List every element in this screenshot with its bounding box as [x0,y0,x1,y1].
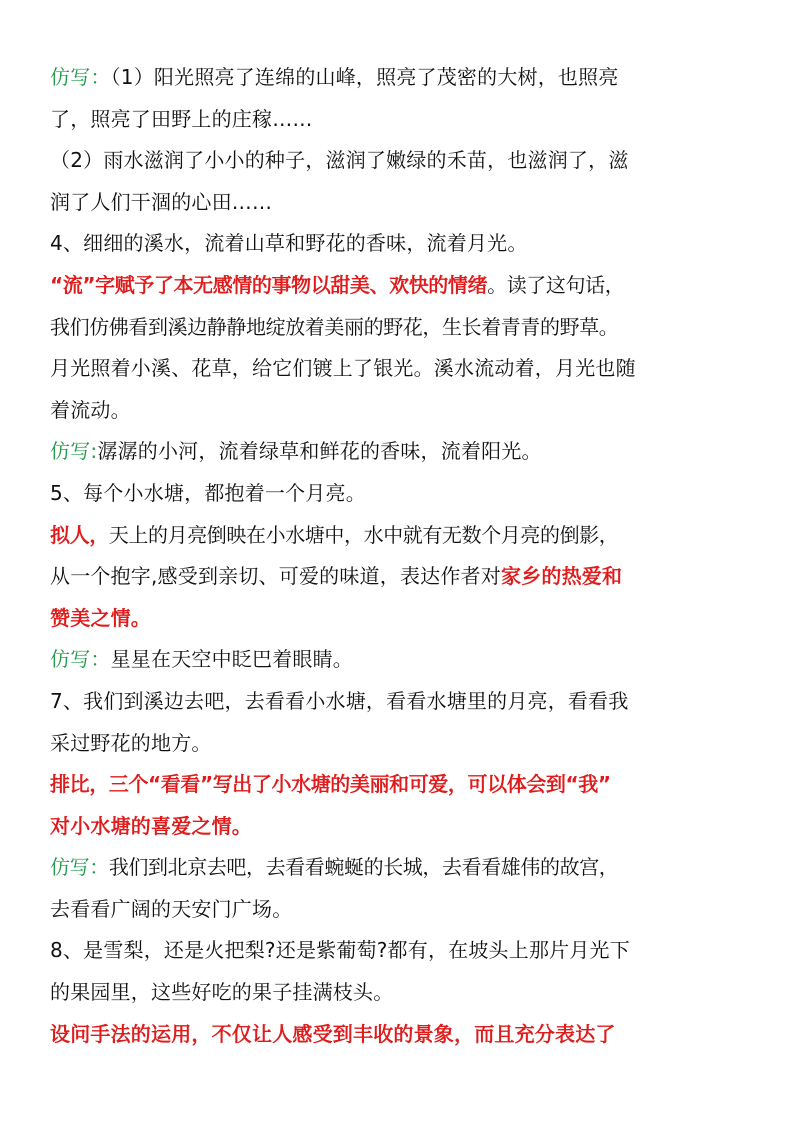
analysis-highlight: 设问手法的运用，不仅让人感受到丰收的景象，而且充分表达了 [50,1021,616,1046]
text-line [50,598,750,640]
text-line [50,515,750,557]
imitation-label: 仿写： [50,65,111,89]
text-line [50,223,750,265]
text-segment: （2）雨水滋润了小小的种子，滋润了嫩绿的禾苗，也滋润了，滋 [50,148,629,173]
text-line [50,556,750,598]
text-segment: （1）阳光照亮了连绵的山峰，照亮了茂密的大树，也照亮 [110,65,619,89]
text-segment: 潺潺的小河，流着绿草和鲜花的香味，流着阳光。 [97,439,542,464]
text-line [50,806,750,848]
text-segment: 着流动。 [50,397,131,422]
text-segment: 了，照亮了田野上的庄稼…… [50,106,313,131]
text-segment: 去看看广阔的天安门广场。 [50,896,293,921]
text-line [50,930,750,972]
text-line [50,390,750,432]
text-line [50,431,750,473]
text-segment: 我们到北京去吧，去看看蜿蜒的长城，去看看雄伟的故宫， [108,855,619,880]
text-line [50,723,750,765]
text-segment: 的果园里，这些好吃的果子挂满枝头。 [50,980,394,1005]
text-segment: 7、我们到溪边去吧，去看看小水塘，看看水塘里的月亮，看看我 [50,688,629,713]
text-line [50,681,750,723]
text-segment: 星星在天空中眨巴着眼睛。 [110,647,354,672]
text-segment: 从一个抱字,感受到亲切、可爱的味道，表达作者对 [50,564,501,589]
text-segment: 8、是雪梨，还是火把梨?还是紫葡萄?都有，在坡头上那片月光下 [50,938,630,963]
imitation-label: 仿写： [50,855,109,880]
text-line [50,972,750,1014]
analysis-highlight: 拟人， [50,522,109,547]
document-page [50,57,750,1055]
imitation-label: 仿写: [50,439,98,464]
text-line [50,182,750,224]
text-line [50,99,750,141]
analysis-highlight: 家乡的热爱和 [500,564,623,589]
text-segment: 润了人们干涸的心田…… [50,189,273,214]
analysis-highlight: 排比，三个“看看”写出了小水塘的美丽和可爱，可以体会到“我” [50,772,611,797]
text-line [50,307,750,349]
text-line [50,473,750,515]
text-line [50,639,750,681]
text-line [50,348,750,390]
text-line [50,1014,750,1056]
analysis-highlight: 赞美之情。 [50,605,151,630]
text-segment: 4、细细的溪水，流着山草和野花的香味，流着月光。 [50,231,528,256]
text-segment: 月光照着小溪、花草，给它们镀上了银光。溪水流动着，月光也随 [50,356,636,381]
text-line [50,847,750,889]
analysis-highlight: 对小水塘的喜爱之情。 [50,813,252,838]
text-segment: 。读了这句话， [487,272,625,297]
text-segment: 5、每个小水塘，都抱着一个月亮。 [50,480,366,505]
text-line [50,265,750,307]
text-segment: 天上的月亮倒映在小水塘中，水中就有无数个月亮的倒影， [108,522,619,547]
analysis-highlight: “流”字赋予了本无感情的事物以甜美、欢快的情绪 [50,272,488,297]
text-line [50,57,750,99]
imitation-label: 仿写： [50,647,111,672]
text-line [50,889,750,931]
text-segment: 采过野花的地方。 [50,730,212,755]
text-segment: 我们仿佛看到溪边静静地绽放着美丽的野花，生长着青青的野草。 [50,314,619,339]
text-line [50,764,750,806]
text-line [50,140,750,182]
